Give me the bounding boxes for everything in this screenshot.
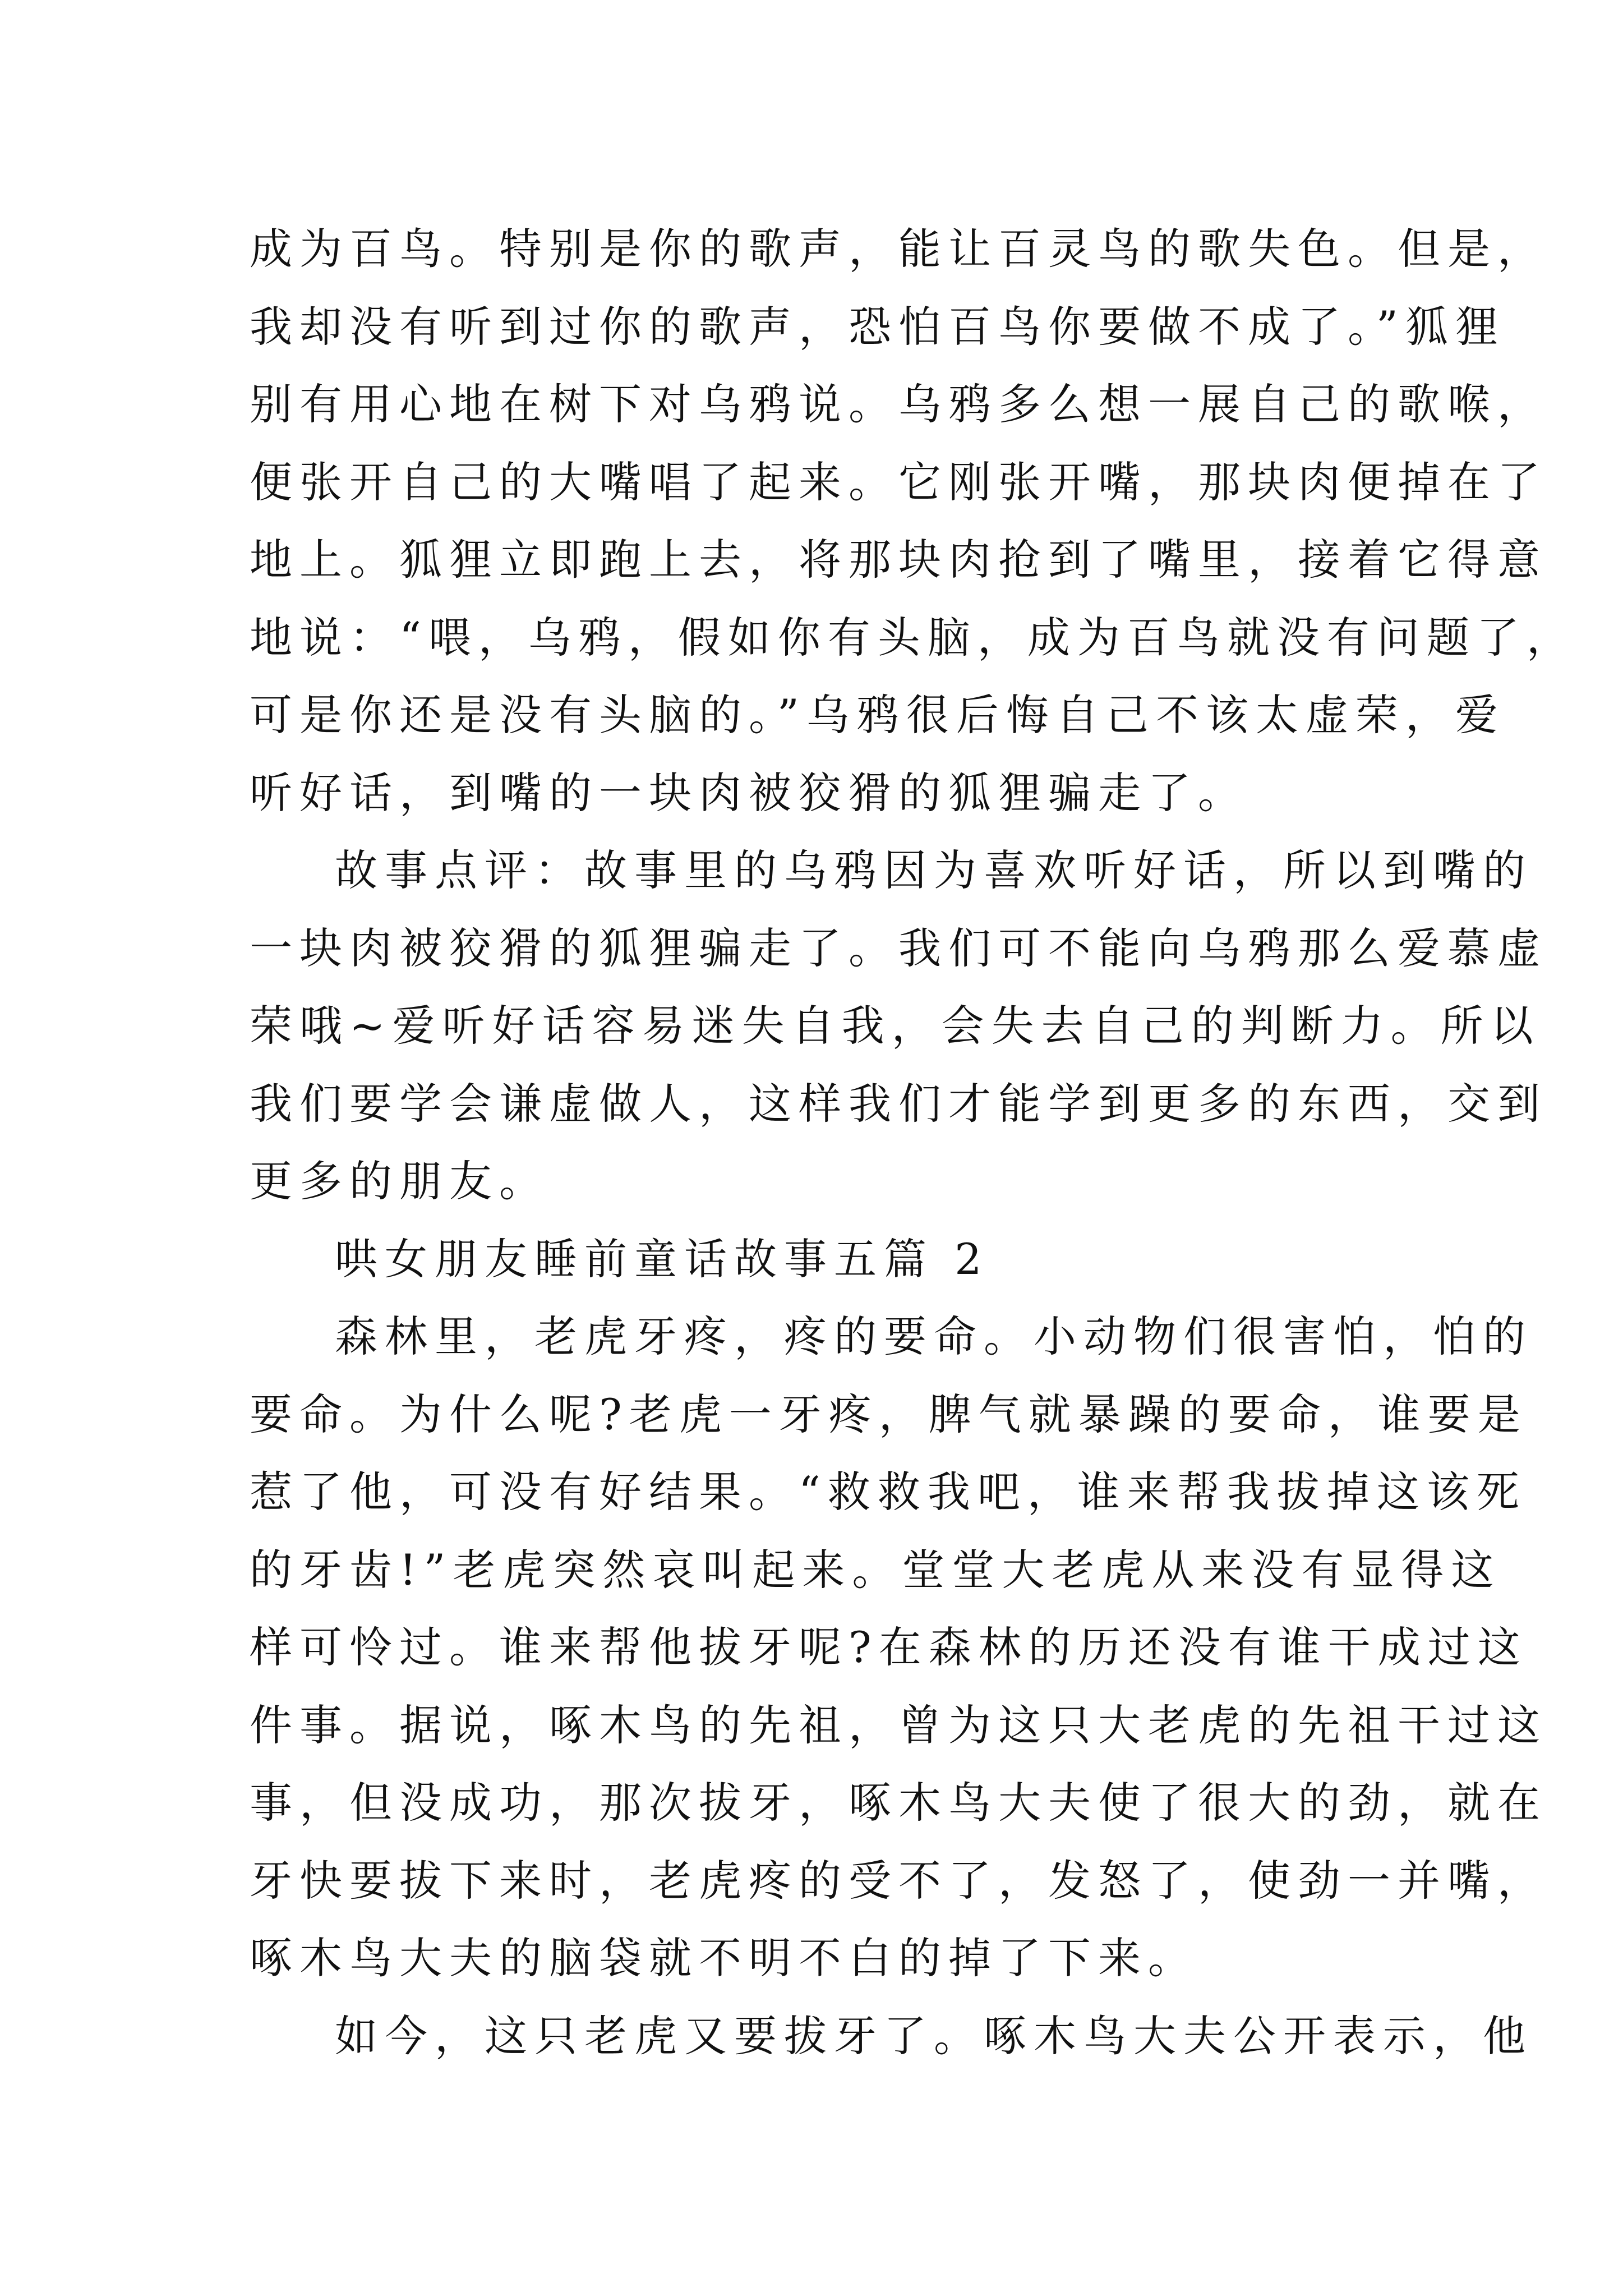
text-line-3: 别有用心地在树下对乌鸦说。乌鸦多么想一展自己的歌喉， xyxy=(250,379,1547,429)
text-line-22: 牙快要拔下来时，老虎疼的受不了，发怒了，使劲一并嘴， xyxy=(250,1855,1547,1906)
text-line-20: 件事。据说，啄木鸟的先祖，曾为这只大老虎的先祖干过这 xyxy=(250,1700,1547,1750)
final-paragraph-start: 如今，这只老虎又要拔牙了。啄木鸟大夫公开表示，他 xyxy=(335,2010,1533,2061)
text-line-2: 我却没有听到过你的歌声，恐怕百鸟你要做不成了。”狐狸 xyxy=(250,301,1505,352)
text-line-7: 可是你还是没有头脑的。”乌鸦很后悔自己不该太虚荣，爱 xyxy=(250,690,1505,740)
text-line-8: 听好话，到嘴的一块肉被狡猾的狐狸骗走了。 xyxy=(250,767,1248,818)
body-text xyxy=(250,210,1576,2075)
text-line-19: 样可怜过。谁来帮他拔牙呢?在森林的历还没有谁干成过这 xyxy=(250,1622,1528,1672)
text-line-6: 地说：“喂，乌鸦，假如你有头脑，成为百鸟就没有问题了， xyxy=(250,612,1576,662)
text-line-10: 一块肉被狡猾的狐狸骗走了。我们可不能向乌鸦那么爱慕虚 xyxy=(250,923,1547,973)
text-line-12: 我们要学会谦虚做人，这样我们才能学到更多的东西，交到 xyxy=(250,1078,1547,1129)
commentary-paragraph-start: 故事点评：故事里的乌鸦因为喜欢听好话，所以到嘴的 xyxy=(335,845,1533,895)
text-line-11: 荣哦~爱听好话容易迷失自我，会失去自己的判断力。所以 xyxy=(250,1001,1541,1051)
text-line-4: 便张开自己的大嘴唱了起来。它刚张开嘴，那块肉便掉在了 xyxy=(250,457,1547,507)
story-paragraph-start: 森林里，老虎牙疼，疼的要命。小动物们很害怕，怕的 xyxy=(335,1312,1533,1361)
text-line-16: 要命。为什么呢?老虎一牙疼，脾气就暴躁的要命，谁要是 xyxy=(250,1389,1528,1439)
text-line-1: 成为百鸟。特别是你的歌声，能让百灵鸟的歌失色。但是， xyxy=(250,224,1547,274)
text-line-23: 啄木鸟大夫的脑袋就不明不白的掉了下来。 xyxy=(250,1933,1198,1983)
text-line-18: 的牙齿!”老虎突然哀叫起来。堂堂大老虎从来没有显得这 xyxy=(250,1544,1501,1595)
text-line-21: 事，但没成功，那次拔牙，啄木鸟大夫使了很大的劲，就在 xyxy=(250,1778,1547,1828)
text-line-5: 地上。狐狸立即跑上去，将那块肉抢到了嘴里，接着它得意 xyxy=(250,535,1547,585)
text-line-17: 惹了他，可没有好结果。“救救我吧，谁来帮我拔掉这该死 xyxy=(250,1467,1527,1517)
text-line-13: 更多的朋友。 xyxy=(250,1156,549,1206)
section-heading: 哄女朋友睡前童话故事五篇 2 xyxy=(335,1234,989,1284)
